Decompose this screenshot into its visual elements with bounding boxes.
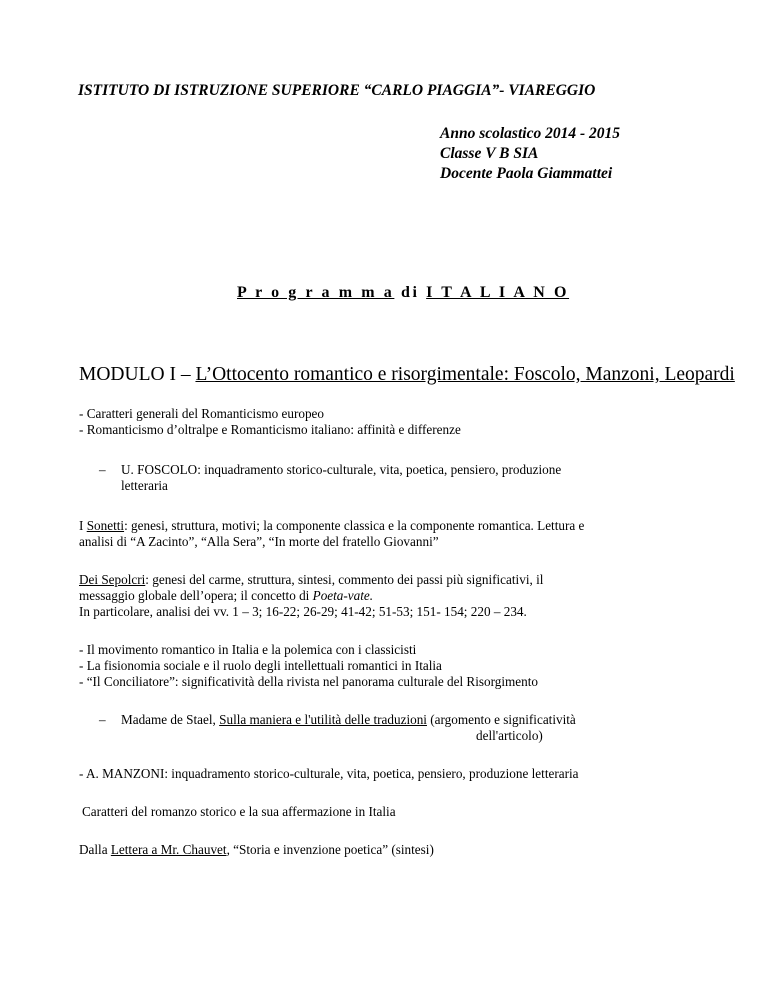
lettera-line: Dalla Lettera a Mr. Chauvet, “Storia e invenzione poetica” (sintesi) (79, 842, 434, 857)
romantic-line-2: - La fisionomia sociale e il ruolo degli intellettuali romantici in Italia (79, 658, 442, 673)
school-year: Anno scolastico 2014 - 2015 (440, 125, 620, 142)
sonetti-line-2: analisi di “A Zacinto”, “Alla Sera”, “In morte del fratello Giovanni” (79, 534, 439, 549)
romantic-line-1: - Il movimento romantico in Italia e la polemica con i classicisti (79, 642, 417, 657)
stael-bullet: – (99, 712, 106, 727)
module-title: L’Ottocento romantico e risorgimentale: Foscolo, Manzoni, Leopardi (195, 364, 735, 385)
romanzo-line: Caratteri del romanzo storico e la sua affermazione in Italia (82, 804, 396, 819)
foscolo-line-2: letteraria (121, 478, 168, 493)
foscolo-bullet: – (99, 462, 106, 477)
sonetti-title: Sonetti (86, 518, 125, 533)
module-heading (79, 364, 735, 386)
poeta-vate-term: Poeta-vate. (312, 588, 374, 603)
sonetti-line-1: I Sonetti: genesi, struttura, motivi; la componente classica e la componente romantica. Lettura e (79, 518, 585, 533)
romantic-line-3: - “Il Conciliatore”: significatività della rivista nel panorama culturale del Risorgimento (79, 674, 538, 689)
module-prefix: MODULO I – (79, 364, 196, 385)
class-name: Classe V B SIA (440, 145, 539, 162)
stael-title: Sulla maniera e l'utilità delle traduzioni (219, 712, 427, 727)
sepolcri-line-2: messaggio globale dell’opera; il concetto di Poeta-vate. (79, 588, 374, 603)
program-title-middle: di (400, 284, 420, 301)
program-title-prefix: P r o g r a m m a (237, 284, 395, 301)
sepolcri-line-3: In particolare, analisi dei vv. 1 – 3; 16-22; 26-29; 41-42; 51-53; 151- 154; 220 – 234. (79, 604, 527, 619)
teacher-name: Docente Paola Giammattei (440, 165, 613, 182)
lettera-title: Lettera a Mr. Chauvet (110, 842, 227, 857)
stael-line-2: dell'articolo) (476, 728, 543, 743)
program-title-subject: I T A L I A N O (426, 284, 570, 301)
school-name: ISTITUTO DI ISTRUZIONE SUPERIORE “CARLO PIAGGIA”- VIAREGGIO (78, 82, 596, 99)
sepolcri-title: Dei Sepolcri (79, 572, 146, 587)
program-title (237, 284, 569, 302)
stael-line-1: Madame de Stael, Sulla maniera e l'utilità delle traduzioni (argomento e significatività (121, 712, 576, 727)
manzoni-line: - A. MANZONI: inquadramento storico-culturale, vita, poetica, pensiero, produzione letteraria (79, 766, 579, 781)
foscolo-line-1: U. FOSCOLO: inquadramento storico-culturale, vita, poetica, pensiero, produzione (121, 462, 562, 477)
intro-line-2: - Romanticismo d’oltralpe e Romanticismo italiano: affinità e differenze (79, 422, 461, 437)
intro-line-1: - Caratteri generali del Romanticismo europeo (79, 406, 324, 421)
sepolcri-line-1: Dei Sepolcri: genesi del carme, struttura, sintesi, commento dei passi più significativi, il (79, 572, 544, 587)
